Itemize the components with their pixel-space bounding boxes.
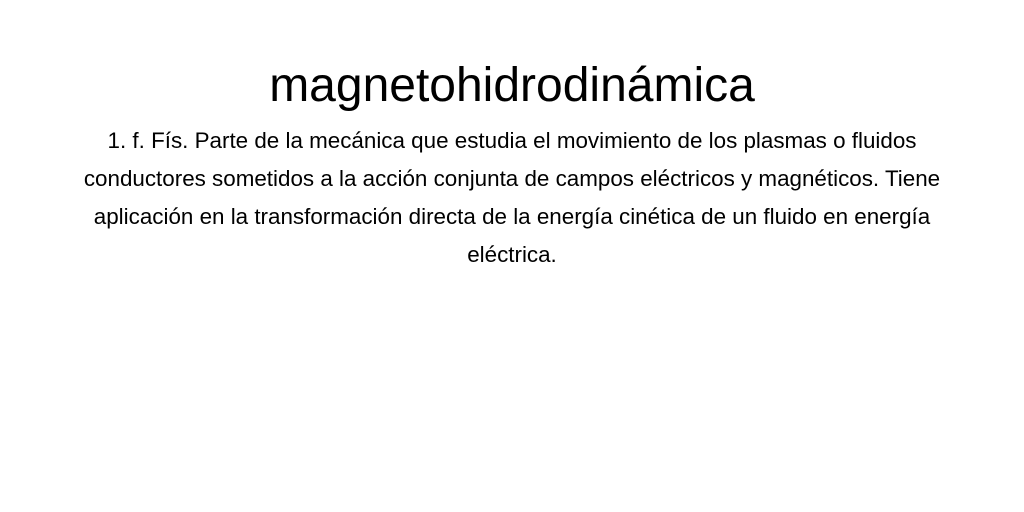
headword-title: magnetohidrodinámica: [269, 59, 755, 112]
definition-text: 1. f. Fís. Parte de la mecánica que estudia el movimiento de los plasmas o fluidos conductores sometidos a la acción conjunta de campos eléctricos y magnéticos. Tiene aplicación en la transformación directa de la energía cinética de un fluido en energía eléctrica.: [83, 128, 941, 267]
